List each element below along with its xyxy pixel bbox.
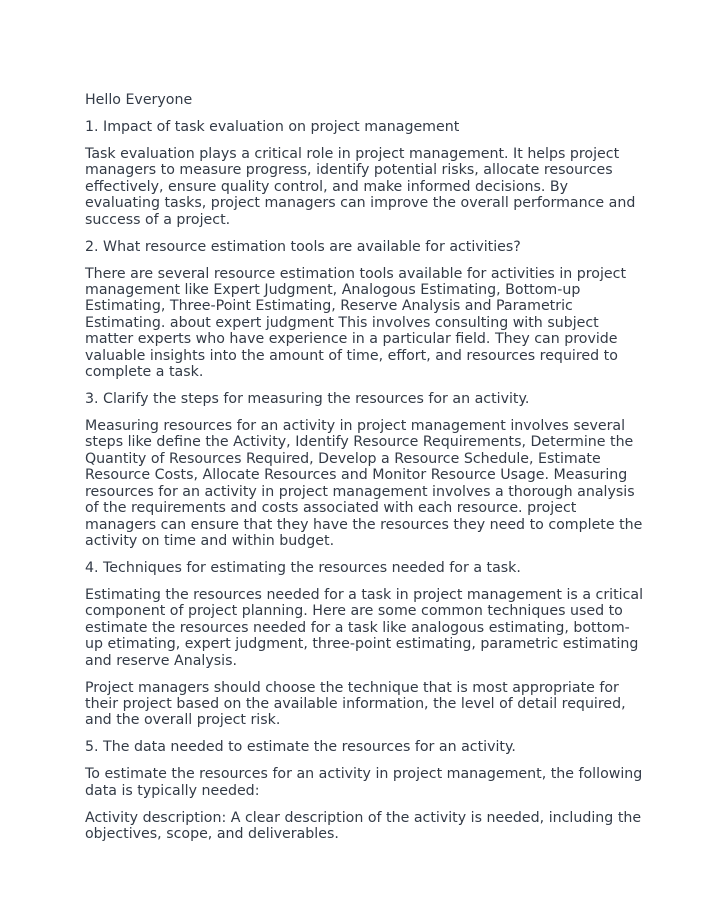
section-heading-2: 2. What resource estimation tools are available for activities? xyxy=(85,238,521,255)
section-paragraph-5-1: To estimate the resources for an activity in project management, the following data is typically needed: xyxy=(85,766,643,799)
section-paragraph-5-2: Activity description: A clear description of the activity is needed, including the objectives, scope, and deliverables. xyxy=(85,809,642,843)
document-body xyxy=(85,92,645,853)
section-paragraph-2-1: There are several resource estimation tools available for activities in project management like Expert Judgment, Analogous Estimating, Bottom-up Estimating, Three-Point Estimating, Reserve Analysis and Parametric Estimating. about expert judgment This involves consulting with subject matter experts who have experience in a particular field. They can provide valuable insights into the amount of time, effort, and resources required to complete a task. xyxy=(85,265,627,381)
section-paragraph-1-1: Task evaluation plays a critical role in project management. It helps project managers to measure progress, identify potential risks, allocate resources effectively, ensure quality control, and make informed decisions. By evaluating tasks, project managers can improve the overall performance and success of a project. xyxy=(85,146,636,228)
section-paragraph-4-1: Estimating the resources needed for a task in project management is a critical component of project planning. Here are some common techniques used to estimate the resources needed for a task like analogous estimating, bottom-up etimating, expert judgment, three-point estimating, parametric estimating and reserve Analysis. xyxy=(85,586,644,669)
greeting: Hello Everyone xyxy=(85,92,193,108)
section-heading-1: 1. Impact of task evaluation on project management xyxy=(85,119,460,135)
section-paragraph-3-1: Measuring resources for an activity in project management involves several steps like define the Activity, Identify Resource Requirements, Determine the Quantity of Resources Required, Develop a Resource Schedule, Estimate Resource Costs, Allocate Resources and Monitor Resource Usage. Measuring resources for an activity in project management involves a thorough analysis of the requirements and costs associated with each resource. project managers can ensure that they have the resources they need to complete the activity on time and within budget. xyxy=(85,418,643,549)
section-heading-3: 3. Clarify the steps for measuring the resources for an activity. xyxy=(85,391,530,408)
section-heading-4: 4. Techniques for estimating the resources needed for a task. xyxy=(85,559,521,576)
section-heading-5: 5. The data needed to estimate the resources for an activity. xyxy=(85,739,516,756)
section-paragraph-4-2: Project managers should choose the technique that is most appropriate for their project based on the available information, the level of detail required, and the overall project risk. xyxy=(85,679,626,729)
